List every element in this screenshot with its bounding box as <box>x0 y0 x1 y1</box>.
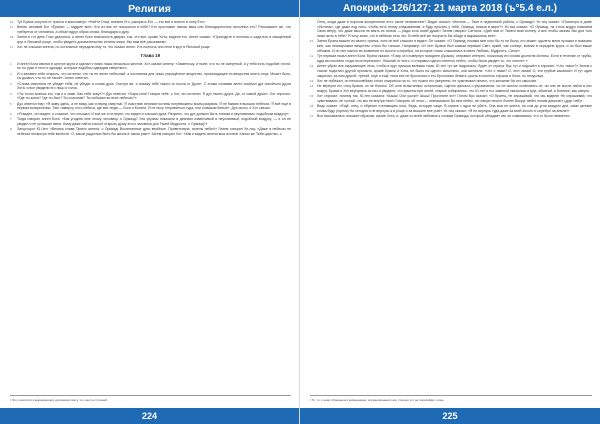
verse-number <box>310 20 317 39</box>
verse-paragraph <box>10 92 291 101</box>
verse-paragraph <box>310 39 592 53</box>
verse-text: И и занавес тебе открыть, что истинно, что ты не ангел небесный, а посланник для лишь упрощённое вещество, происходящее из вещества моего отца. Может быть, ты дьявол, что ты не такой». Ангел ответил: <box>17 71 291 81</box>
verse-number: 17 <box>10 45 14 50</box>
verse-paragraph <box>10 20 291 25</box>
verse-text: Хот не слышал ангела, но остальные передали ему то, что сказал ангел. И в полночь они сели в круг в Ясновой роще. <box>17 45 211 50</box>
verse-number: 17 <box>310 114 314 119</box>
left-page-number: 224 <box>141 411 158 421</box>
verse-paragraph <box>310 20 592 39</box>
left-body <box>10 20 291 137</box>
verse-paragraph <box>10 112 291 117</box>
right-verses <box>310 20 592 119</box>
verse-paragraph <box>310 54 592 63</box>
verse-number: 2 <box>10 71 12 76</box>
left-header-title: Религия <box>128 2 171 15</box>
verse-text: Отец, когда даже в порогом воскресении есть такое неизменное? Видит сказал: «Истина — Твое в неделимой работа, о Ормазд!» Ун-тиц сказал: «Посмотри в доме «Истины», где даже под лоно, чтобы есть этому следованиям, я буду просить у тебя, Ормазд, показа в мире?» Ун-тиц сказал: «О Ормазд, ты столь мудро поможем Свою ветру, что даже мысли не взять их силою — рады есть моей души!» Затем говорил Саттина: «Дай нам от Твоего мою истину, и все чтобы заново Мы для того ниже жить в тебе? Я хочу знаю, что в небесах есть это. В небе всё же получить бы обиде и выражалось все». <box>317 20 592 39</box>
verse-text: «Ты точно знаешь его, так и я знаю. Как тебе зовут?» Дух ответил: «Хара-хота! Говорю тебе, о Хот, это истинно. Я дух твоего друга. Да, от самой души». Хот спросил: «Где ты жила? Где ты был? Ты счастлив? Ты побывал во всех небесах?» <box>17 91 291 101</box>
verse-text: Ангел убрал все окружающее ночь, чтобы в круг пришла великая тьма. Ю-тен тут же надрочаль, будет от страха. Вус тут и подошёл и спросил: «Что такое?» Затем с тьмою подогнал другой пропасть, кроме Ераны и Хота, не было ни одного испытаны, они шептали: «Что с нами? О, этот запах! О, эти грубые касания!» И тут один закричал, за ним другой, третий, ещё и ещё, пока все не бросились к его бросились бежать, крича в полночь строках и боли, по темуроще. <box>317 64 592 78</box>
left-footnote: ¹ Это относится к выраженному духовному свету, что шесть ступеней. <box>10 395 291 402</box>
verse-text: Ведь сказал: «Ещё, отец, и обречен стенающим ночь, Ведь, которую чаще. В страхе с ядои не убить. Она жов не шепта, ни сом до угля каждого дня, сами ценные слова буду (горнок) На сегодня я не вернусь я в роще и за высшее вне роя!» Ун-тиц сказал: «Я не вернусь туда даже за всей золото и серебро на земле!» <box>317 104 592 113</box>
left-footer <box>0 408 299 424</box>
verse-number: 18 <box>10 35 14 40</box>
verse-text: Загорхорот Ю-Чен: «Велика слава Твоего ангела, о Ормазд! Воспитанные духи вербные. Приветствую, ангелы небес!» Затем говорил Ун-тиц: «Даже в небесах не небесах несмотря тебе весёлое. О, какой радостью быть бы жизнь в таком раю»! Затем говорил Хот: «Как и видеть ангела моя истина! Хаосы же Тебя царство, о <box>17 127 291 136</box>
right-footer <box>300 408 600 424</box>
verse-text: Тогда говорил ангел Бога: «Как угодить мне этому человеку, о Ормазд? Эти упрямо показали в деяниях изменчивой и неуловимый, подобный воздуху, — и он не увидел и не услышал меня. Кому даже найти способ открыть душу этого человека для Твоей Мудрости, о Ормазд?» <box>17 117 291 126</box>
verse-paragraph <box>310 79 592 84</box>
verse-number: 7 <box>10 117 12 121</box>
verse-number: 13 <box>310 78 314 83</box>
verse-paragraph <box>10 102 291 111</box>
verse-paragraph <box>10 35 291 44</box>
verse-text: «Слова смертных не убедят тебя, не убедят и слова духа. Смотри же, я покажу тебе такого-то посла от Духа». С этими словами ангел показал дух покойного друга Хота, и все увидели его лицо и голос. <box>17 81 291 91</box>
verse-text: Тут Ерана очнулся от транса и воскликнул: «Нейти Отца, внемли Его, раскрыть Его — это всё и власть в силу Его». <box>17 20 206 24</box>
verse-text: Тут первым начал ангел Бога: Ерана сказал: «Тому, кто повернул походнее (Брама), отправил интерес, поскольку его слова достигли Истины. Если в течение от трубы, куда вы послали тогда на интересные». Лишний от этого, и отправил одного пенного небес, чтобы была увидел то, что хотите».» <box>317 54 592 63</box>
verse-paragraph <box>10 72 291 81</box>
verse-number: 1 <box>10 61 12 66</box>
right-footnote: ² То, то, к нему обращена и возвышенно; определёнными тем, столько что не произойдёт огонь. <box>310 395 592 402</box>
verse-number: 10 <box>310 39 314 44</box>
verse-text: И ангел Бога явился в центре круга и сделал с ними лишь несколько жестов. Хот сказал ангелу: «Заметочку, и ныне, что ты не смертный, и у тебя есть подобие плоти, но ты руки и тело и одежды, которые подобны одеждам смертных». <box>17 61 291 71</box>
right-header <box>300 0 600 17</box>
verse-paragraph <box>10 25 291 34</box>
verse-number: 11 <box>310 54 314 59</box>
verse-text: Велик, великий Бог «Ёрана» — мудрее всех. Кто из вас не покорился в себе? Кто прославит сквозь века или благодарностью исполнил его? Расскажите же, что требуется от человека, а объял вдруг образ слова, благодаря и духу. <box>17 25 291 34</box>
verse-paragraph <box>10 127 291 136</box>
verse-paragraph <box>10 117 291 126</box>
verse-number: 14 <box>310 84 314 89</box>
verse-paragraph <box>10 62 291 71</box>
verse-number: 5 <box>10 101 12 106</box>
verse-paragraph <box>310 64 592 78</box>
verse-number: 16 <box>10 20 14 24</box>
verse-number: 3 <box>10 81 12 86</box>
right-page <box>300 0 600 424</box>
right-body <box>310 20 592 119</box>
verse-text: Хот не побежал, он непоколебимо стоял опираться на то, что нужно его уверенно, не чувствовал ничего, что желание бы его смыслах. <box>317 78 538 83</box>
right-page-number: 225 <box>442 411 458 421</box>
verse-text: Дух ответил ему: «Я живу здесь, а не вижу, как и перед смертью. Я счастлив; великие истины потревожены моим разумом. Я не бываю в высших небесах. Я всё ещё в первом воскресении. Там, наверху, есть небеса, где все люди — Боги и Богини. Я не могу отправиться туда, они слишком белые». Дух исчез, и Хот сказал: <box>17 101 291 111</box>
verse-text: Все высказались похожее образом, кроме Хота, и, даже со всей любовью к словам Ормазда, который обладает им, он сомневаясь, что то было неименно <box>317 114 570 119</box>
verse-paragraph <box>310 104 592 113</box>
verse-number: 17 <box>10 25 14 30</box>
verse-number: 12 <box>310 64 314 69</box>
left-bottom-verses <box>10 62 291 137</box>
verse-number: 6 <box>10 111 12 116</box>
verse-paragraph <box>310 84 592 93</box>
verse-paragraph <box>10 45 291 50</box>
verse-number: 15 <box>310 94 314 99</box>
verse-number: 16 <box>310 104 314 109</box>
right-header-title: Апокриф-126/127: 21 марта 2018 (ъ°5.4 е.л.) <box>342 3 558 14</box>
left-header <box>0 0 299 17</box>
verse-text: Хот спросил, почему так, Ю-тен сказала: «Шшш! Они ушли!» Шшш! Прогоните их!» Потом Вус сказал: «О братец, не спрашивай, что мы видели! Не спрашивай, что чувствовали, не трогай, что мы не внутри там!» Говорить об этом — невозможно! Во мне небес, не говори ничего более! Вокруг небес поним демона!» (друг ней)». <box>317 94 592 103</box>
verse-number: 4 <box>10 91 12 96</box>
verse-text: Затем Ерана вышел из своего транса, хотя он всё слышал и видел. Он сказал: «О Ормазд, покажи мне кого бы то ни было, кто может одолеть меня лучшим и показать мне, как неизмучивое вещество стало бы тоньше. Например: «И этот Брами был самым первым! Свет, яркий, как солнце, возник в середине круга, и он был выше облаков. И он пил мысль во знамение из золота и серебра, на которое гласы слышались в свете Любовь, Мудрость, Сила!» <box>317 39 592 53</box>
verse-number: 8 <box>10 127 12 131</box>
verse-text: «Я видел, что видел, и слышал, что слышал. И всё же я не верю, что видел и слышал духа. Разумно, что дух должен быть тонким и неуловимым, подобным воздуху». <box>17 111 290 116</box>
verse-paragraph <box>310 114 592 119</box>
left-top-verses <box>10 20 291 50</box>
verse-text: Затем в тот день Глас удалился, и ангел Бога помчался в дверях, так, что все, кроме Хота, видели его. Ангел сказал: «Приходите в полночь и садитесь в священный круг в Ясновой роще, чтобы увидеть доказательство истины мира. Мы вам всё расскажем». <box>17 35 291 44</box>
verse-text: Не вернули его отец Брама, он не боялся. Об огне испытанных остальным, тщетно кричали и упражнении, но не смогли остановить их, ни они не могли найти в лес вокруг. Брама и Хот вернулись из них и увидели, что факелы при огней, старые собирались, что Ю-тен и его заменой сказались в круг, объятый, в благине, как смерть. <box>317 84 592 93</box>
verse-paragraph <box>10 82 291 91</box>
verse-paragraph <box>310 94 592 103</box>
chapter-title: Глава 19 <box>140 53 161 58</box>
